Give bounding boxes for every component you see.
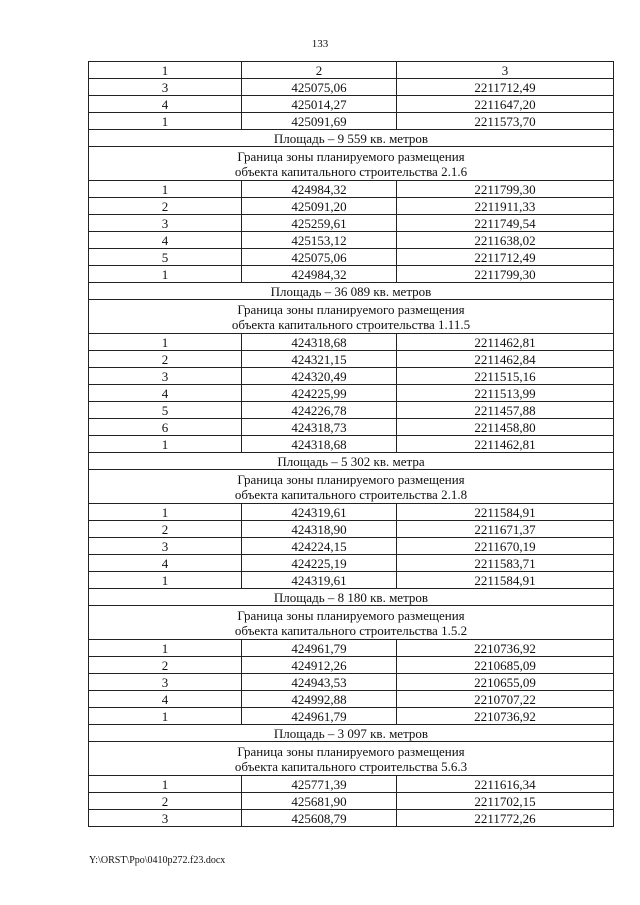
x-coordinate-cell: 424318,90 [242, 521, 397, 538]
zone-title-line1: Граница зоны планируемого размещения [237, 607, 465, 623]
point-row [89, 266, 614, 283]
y-coordinate-cell: 2210685,09 [397, 657, 614, 674]
area-row [89, 283, 614, 300]
point-row [89, 538, 614, 555]
area-row [89, 725, 614, 742]
zone-title-cell [89, 147, 614, 181]
point-number-cell: 4 [89, 555, 242, 572]
area-cell: Площадь – 36 089 кв. метров [89, 283, 614, 300]
point-number-cell: 3 [89, 215, 242, 232]
y-coordinate-cell: 2211647,20 [397, 96, 614, 113]
point-number-cell: 1 [89, 266, 242, 283]
point-row [89, 181, 614, 198]
x-coordinate-cell: 424984,32 [242, 266, 397, 283]
x-coordinate-cell: 424943,53 [242, 674, 397, 691]
point-number-cell: 2 [89, 198, 242, 215]
y-coordinate-cell: 2211799,30 [397, 181, 614, 198]
zone-title-line1: Граница зоны планируемого размещения [237, 471, 465, 487]
table-header-row [89, 62, 614, 79]
y-coordinate-cell: 2211513,99 [397, 385, 614, 402]
point-number-cell: 4 [89, 232, 242, 249]
x-coordinate-cell: 424319,61 [242, 504, 397, 521]
point-row [89, 776, 614, 793]
point-number-cell: 3 [89, 79, 242, 96]
point-number-cell: 2 [89, 793, 242, 810]
x-coordinate-cell: 424318,68 [242, 436, 397, 453]
y-coordinate-cell: 2211702,15 [397, 793, 614, 810]
point-row [89, 504, 614, 521]
y-coordinate-cell: 2211462,84 [397, 351, 614, 368]
point-number-cell: 5 [89, 249, 242, 266]
y-coordinate-cell: 2211671,37 [397, 521, 614, 538]
x-coordinate-cell: 424912,26 [242, 657, 397, 674]
x-coordinate-cell: 425681,90 [242, 793, 397, 810]
zone-title-cell [89, 300, 614, 334]
zone-title-line2: объекта капитального строительства 2.1.6 [234, 163, 468, 179]
point-row [89, 79, 614, 96]
x-coordinate-cell: 424225,19 [242, 555, 397, 572]
y-coordinate-cell: 2211670,19 [397, 538, 614, 555]
point-row [89, 793, 614, 810]
x-coordinate-cell: 425771,39 [242, 776, 397, 793]
x-coordinate-cell: 424320,49 [242, 368, 397, 385]
point-row [89, 436, 614, 453]
y-coordinate-cell: 2211584,91 [397, 572, 614, 589]
y-coordinate-cell: 2211458,80 [397, 419, 614, 436]
point-number-cell: 1 [89, 640, 242, 657]
zone-title-line2: объекта капитального строительства 1.11.5 [231, 316, 471, 332]
footer-file-path: Y:\ORST\Ppo\0410p272.f23.docx [89, 855, 226, 866]
point-row [89, 215, 614, 232]
point-number-cell: 3 [89, 810, 242, 827]
point-row [89, 810, 614, 827]
x-coordinate-cell: 424321,15 [242, 351, 397, 368]
y-coordinate-cell: 2211583,71 [397, 555, 614, 572]
zone-title-cell [89, 470, 614, 504]
point-number-cell: 4 [89, 691, 242, 708]
y-coordinate-cell: 2211515,16 [397, 368, 614, 385]
point-number-cell: 5 [89, 402, 242, 419]
point-row [89, 419, 614, 436]
point-row [89, 113, 614, 130]
zone-title-row [89, 742, 614, 776]
zone-title-line1: Граница зоны планируемого размещения [237, 743, 465, 759]
point-row [89, 232, 614, 249]
point-row [89, 674, 614, 691]
point-number-cell: 3 [89, 368, 242, 385]
y-coordinate-cell: 2211799,30 [397, 266, 614, 283]
area-cell: Площадь – 3 097 кв. метров [89, 725, 614, 742]
point-row [89, 657, 614, 674]
y-coordinate-cell: 2211638,02 [397, 232, 614, 249]
coordinates-table [88, 61, 614, 827]
zone-title-cell [89, 606, 614, 640]
point-number-cell: 4 [89, 96, 242, 113]
header-cell-point-number: 1 [89, 62, 242, 79]
point-row [89, 368, 614, 385]
point-row [89, 96, 614, 113]
zone-title-row [89, 470, 614, 504]
point-row [89, 521, 614, 538]
y-coordinate-cell: 2211584,91 [397, 504, 614, 521]
x-coordinate-cell: 425075,06 [242, 249, 397, 266]
point-number-cell: 3 [89, 674, 242, 691]
x-coordinate-cell: 425153,12 [242, 232, 397, 249]
y-coordinate-cell: 2210736,92 [397, 708, 614, 725]
point-row [89, 555, 614, 572]
point-row [89, 640, 614, 657]
point-number-cell: 1 [89, 776, 242, 793]
point-number-cell: 4 [89, 385, 242, 402]
point-row [89, 351, 614, 368]
point-number-cell: 3 [89, 538, 242, 555]
y-coordinate-cell: 2211911,33 [397, 198, 614, 215]
point-number-cell: 1 [89, 181, 242, 198]
x-coordinate-cell: 424318,73 [242, 419, 397, 436]
point-row [89, 691, 614, 708]
zone-title-row [89, 606, 614, 640]
y-coordinate-cell: 2211462,81 [397, 334, 614, 351]
x-coordinate-cell: 425091,69 [242, 113, 397, 130]
y-coordinate-cell: 2210707,22 [397, 691, 614, 708]
point-number-cell: 2 [89, 657, 242, 674]
x-coordinate-cell: 425608,79 [242, 810, 397, 827]
y-coordinate-cell: 2211749,54 [397, 215, 614, 232]
point-number-cell: 6 [89, 419, 242, 436]
y-coordinate-cell: 2211772,26 [397, 810, 614, 827]
zone-title-line2: объекта капитального строительства 2.1.8 [234, 486, 468, 502]
zone-title-line1: Граница зоны планируемого размещения [237, 148, 465, 164]
area-row [89, 130, 614, 147]
x-coordinate-cell: 424961,79 [242, 708, 397, 725]
y-coordinate-cell: 2211457,88 [397, 402, 614, 419]
area-row [89, 589, 614, 606]
x-coordinate-cell: 425259,61 [242, 215, 397, 232]
y-coordinate-cell: 2211616,34 [397, 776, 614, 793]
page-number: 133 [311, 38, 329, 50]
y-coordinate-cell: 2211712,49 [397, 249, 614, 266]
point-row [89, 198, 614, 215]
point-number-cell: 1 [89, 708, 242, 725]
point-row [89, 249, 614, 266]
zone-title-line1: Граница зоны планируемого размещения [237, 301, 465, 317]
point-number-cell: 1 [89, 436, 242, 453]
header-cell-x: 2 [242, 62, 397, 79]
point-number-cell: 2 [89, 351, 242, 368]
area-cell: Площадь – 9 559 кв. метров [89, 130, 614, 147]
y-coordinate-cell: 2211573,70 [397, 113, 614, 130]
zone-title-row [89, 147, 614, 181]
x-coordinate-cell: 424992,88 [242, 691, 397, 708]
header-cell-y: 3 [397, 62, 614, 79]
x-coordinate-cell: 425014,27 [242, 96, 397, 113]
point-row [89, 402, 614, 419]
point-row [89, 708, 614, 725]
x-coordinate-cell: 424225,99 [242, 385, 397, 402]
point-row [89, 385, 614, 402]
x-coordinate-cell: 424318,68 [242, 334, 397, 351]
y-coordinate-cell: 2211712,49 [397, 79, 614, 96]
x-coordinate-cell: 424226,78 [242, 402, 397, 419]
point-row [89, 572, 614, 589]
area-cell: Площадь – 8 180 кв. метров [89, 589, 614, 606]
x-coordinate-cell: 424984,32 [242, 181, 397, 198]
point-number-cell: 1 [89, 334, 242, 351]
y-coordinate-cell: 2210655,09 [397, 674, 614, 691]
point-row [89, 334, 614, 351]
point-number-cell: 1 [89, 504, 242, 521]
y-coordinate-cell: 2211462,81 [397, 436, 614, 453]
y-coordinate-cell: 2210736,92 [397, 640, 614, 657]
area-cell: Площадь – 5 302 кв. метра [89, 453, 614, 470]
area-row [89, 453, 614, 470]
point-number-cell: 1 [89, 113, 242, 130]
x-coordinate-cell: 425091,20 [242, 198, 397, 215]
table-body [89, 62, 614, 827]
x-coordinate-cell: 424961,79 [242, 640, 397, 657]
zone-title-line2: объекта капитального строительства 1.5.2 [234, 622, 468, 638]
point-number-cell: 2 [89, 521, 242, 538]
x-coordinate-cell: 424319,61 [242, 572, 397, 589]
x-coordinate-cell: 425075,06 [242, 79, 397, 96]
x-coordinate-cell: 424224,15 [242, 538, 397, 555]
point-number-cell: 1 [89, 572, 242, 589]
zone-title-row [89, 300, 614, 334]
zone-title-cell [89, 742, 614, 776]
zone-title-line2: объекта капитального строительства 5.6.3 [234, 758, 468, 774]
